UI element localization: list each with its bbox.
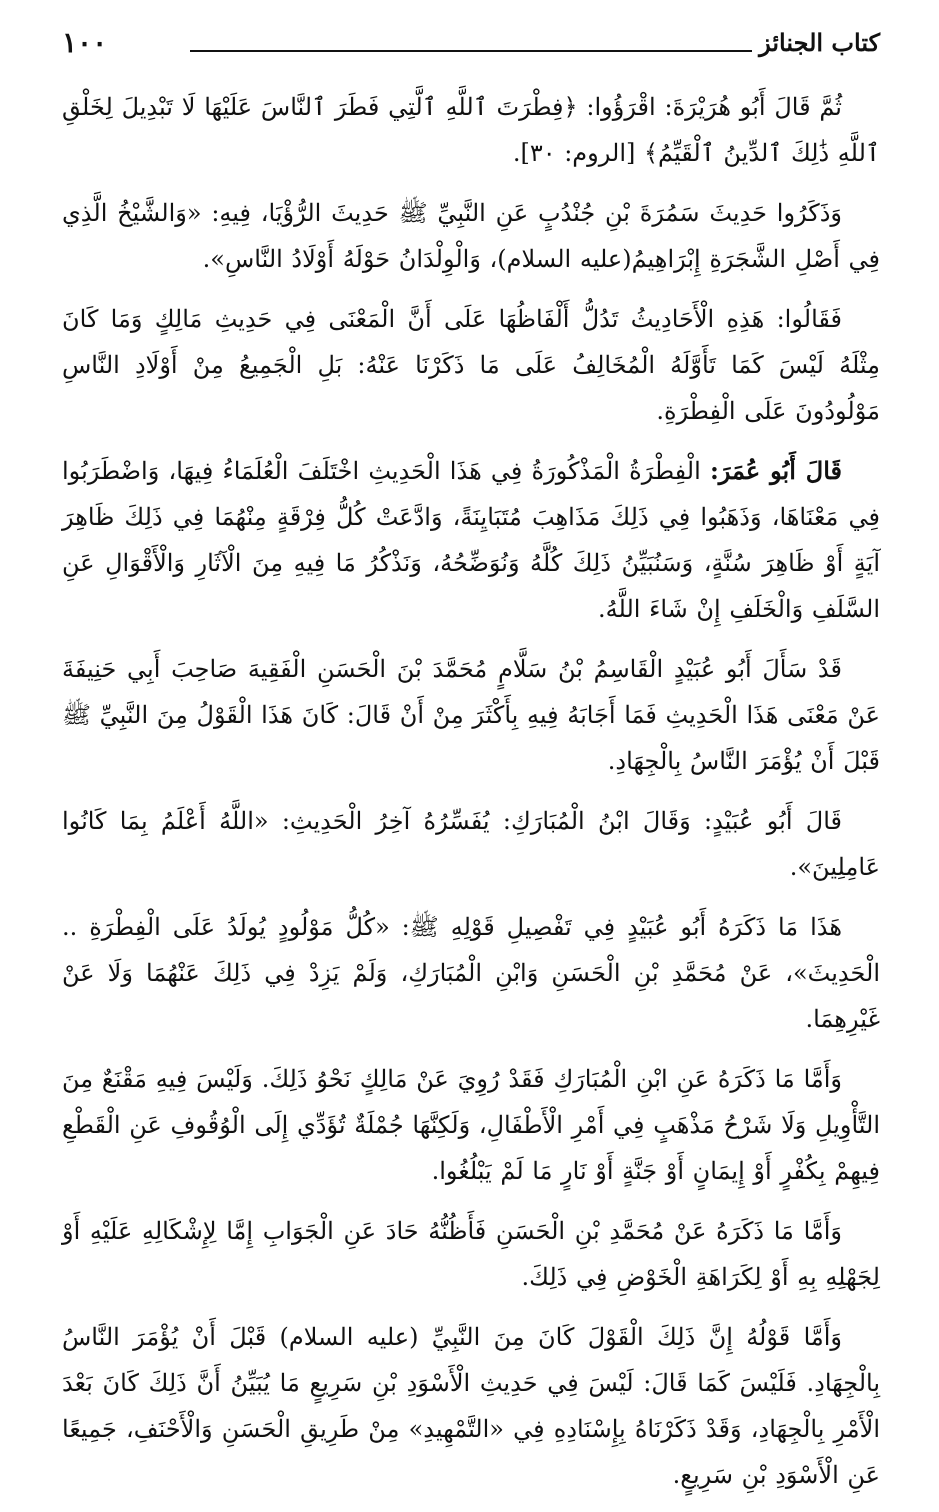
running-title: كتاب الجنائز xyxy=(759,28,880,57)
paragraph-text: قَالَ أَبُو عُبَيْدٍ: وَقَالَ ابْنُ الْمُبَارَكِ: يُفَسِّرُهُ آخِرُ الْحَدِيثِ: «اللَّهُ أَعْلَمُ بِمَا كَانُوا عَامِلِينَ». xyxy=(62,807,880,881)
paragraph-text: الْفِطْرَةُ الْمَذْكُورَةُ فِي هَذَا الْحَدِيثِ اخْتَلَفَ الْعُلَمَاءُ فِيهَا، وَاضْطَرَبُوا فِي مَعْنَاهَا، وَذَهَبُوا فِي ذَلِكَ مَذَاهِبَ مُتَبَايِنَةً، وَادَّعَتْ كُلُّ فِرْقَةٍ مِنْهُمَا فِي ذَلِكَ ظَاهِرَ آيَةٍ أَوْ ظَاهِرَ سُنَّةٍ، وَسَنُبَيِّنُ ذَلِكَ كُلَّهُ وَنُوَضِّحُهُ، وَنَذْكُرُ مَا فِيهِ مِنَ الْآثَارِ وَالْأَقْوَالِ عَنِ السَّلَفِ وَالْخَلَفِ إِنْ شَاءَ اللَّهُ. xyxy=(62,457,880,623)
paragraph xyxy=(62,296,880,434)
paragraph xyxy=(62,904,880,1042)
paragraph xyxy=(62,1208,880,1300)
page-number: ١٠٠ xyxy=(62,26,108,59)
paragraph xyxy=(62,84,880,176)
paragraph-text: قَدْ سَأَلَ أَبُو عُبَيْدٍ الْقَاسِمُ بْنُ سَلَّامٍ مُحَمَّدَ بْنَ الْحَسَنِ الْفَقِيهَ صَاحِبَ أَبِي حَنِيفَةَ عَنْ مَعْنَى هَذَا الْحَدِيثِ فَمَا أَجَابَهُ فِيهِ بِأَكْثَرَ مِنْ أَنْ قَالَ: كَانَ هَذَا الْقَوْلُ مِنَ النَّبِيِّ ﷺ قَبْلَ أَنْ يُؤْمَرَ النَّاسُ بِالْجِهَادِ. xyxy=(62,655,880,775)
paragraph-text: فَقَالُوا: هَذِهِ الْأَحَادِيثُ تَدُلُّ أَلْفَاظُهَا عَلَى أَنَّ الْمَعْنَى فِي حَدِيثِ مَالِكٍ وَمَا كَانَ مِثْلَهُ لَيْسَ كَمَا تَأَوَّلَهُ الْمُخَالِفُ عَلَى مَا ذَكَرْنَا عَنْهُ: بَلِ الْجَمِيعُ مِنْ أَوْلَادِ النَّاسِ مَوْلُودُونَ عَلَى الْفِطْرَةِ. xyxy=(62,305,880,425)
paragraph-text: وَذَكَرُوا حَدِيثَ سَمُرَةَ بْنِ جُنْدُبٍ عَنِ النَّبِيِّ ﷺ حَدِيثَ الرُّؤْيَا، فِيهِ: «وَالشَّيْخُ الَّذِي فِي أَصْلِ الشَّجَرَةِ إِبْرَاهِيمُ(عليه السلام)، وَالْوِلْدَانُ حَوْلَهُ أَوْلَادُ النَّاسِ». xyxy=(62,199,880,273)
paragraph-lead: قَالَ أَبُو عُمَرَ: xyxy=(709,456,842,485)
paragraph-text: ثُمَّ قَالَ أَبُو هُرَيْرَةَ: اقْرَؤُوا: ﴿فِطْرَتَ ٱللَّهِ ٱلَّتِي فَطَرَ ٱلنَّاسَ عَلَيْهَا لَا تَبْدِيلَ لِخَلْقِ ٱللَّهِ ذَٰلِكَ ٱلدِّينُ ٱلْقَيِّمُ﴾ [الروم: ٣٠]. xyxy=(62,93,880,167)
paragraph xyxy=(62,448,880,632)
page-body xyxy=(62,84,880,1512)
paragraph xyxy=(62,1056,880,1194)
paragraph-text: وَأَمَّا مَا ذَكَرَهُ عَنِ ابْنِ الْمُبَارَكِ فَقَدْ رُوِيَ عَنْ مَالِكٍ نَحْوُ ذَلِكَ. وَلَيْسَ فِيهِ مَقْنَعٌ مِنَ التَّأْوِيلِ وَلَا شَرْحُ مَذْهَبٍ فِي أَمْرِ الْأَطْفَالِ، وَلَكِنَّهَا جُمْلَةٌ تُؤَدِّي إِلَى الْوُقُوفِ عَنِ الْقَطْعِ فِيهِمْ بِكُفْرٍ أَوْ إِيمَانٍ أَوْ جَنَّةٍ أَوْ نَارٍ مَا لَمْ يَبْلُغُوا. xyxy=(62,1065,880,1185)
paragraph xyxy=(62,190,880,282)
paragraph xyxy=(62,646,880,784)
paragraph-text: وَأَمَّا مَا ذَكَرَهُ عَنْ مُحَمَّدِ بْنِ الْحَسَنِ فَأَظُنُّهُ حَادَ عَنِ الْجَوَابِ إِمَّا لِإِشْكَالِهِ عَلَيْهِ أَوْ لِجَهْلِهِ بِهِ أَوْ لِكَرَاهَةِ الْخَوْضِ فِي ذَلِكَ. xyxy=(62,1217,880,1291)
page-header xyxy=(62,22,880,66)
paragraph xyxy=(62,1314,880,1498)
paragraph-text: هَذَا مَا ذَكَرَهُ أَبُو عُبَيْدٍ فِي تَفْصِيلِ قَوْلِهِ ﷺ: «كُلُّ مَوْلُودٍ يُولَدُ عَلَى الْفِطْرَةِ .. الْحَدِيثَ»، عَنْ مُحَمَّدِ بْنِ الْحَسَنِ وَابْنِ الْمُبَارَكِ، وَلَمْ يَزِدْ فِي ذَلِكَ عَنْهُمَا وَلَا عَنْ غَيْرِهِمَا. xyxy=(62,913,880,1033)
header-rule xyxy=(190,50,752,52)
paragraph xyxy=(62,798,880,890)
paragraph-text: وَأَمَّا قَوْلُهُ إِنَّ ذَلِكَ الْقَوْلَ كَانَ مِنَ النَّبِيِّ (عليه السلام) قَبْلَ أَنْ يُؤْمَرَ النَّاسُ بِالْجِهَادِ. فَلَيْسَ كَمَا قَالَ: لَيْسَ فِي حَدِيثِ الْأَسْوَدِ بْنِ سَرِيعٍ مَا يُبَيِّنُ أَنَّ ذَلِكَ كَانَ بَعْدَ الْأَمْرِ بِالْجِهَادِ، وَقَدْ ذَكَرْنَاهُ بِإِسْنَادِهِ فِي «التَّمْهِيدِ» مِنْ طَرِيقِ الْحَسَنِ وَالْأَحْنَفِ، جَمِيعًا عَنِ الْأَسْوَدِ بْنِ سَرِيعٍ. xyxy=(62,1323,880,1489)
